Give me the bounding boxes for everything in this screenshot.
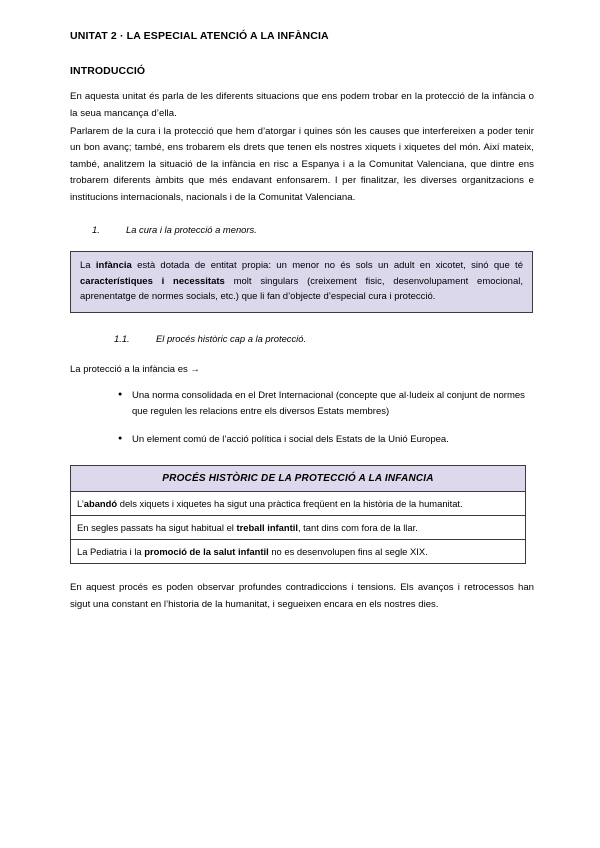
numbered-heading-1-1 — [70, 331, 534, 347]
table-cell — [71, 492, 526, 516]
numbered-heading-1-1-label: El procés històric cap a la protecció. — [156, 332, 307, 344]
callout-text-part-3: molt singulars (creixement fisic, desenvolupament emocional, aprenentatge de normes socials, etc.) que li fan d’objecte d’especial cura i protecció. — [80, 275, 524, 303]
numbered-heading-1-1-number: 1.1. — [114, 332, 130, 344]
closing-paragraph: En aquest procés es poden observar profundes contradiccions i tensions. Els avanços i retrocessos han sigut una constant en l’historia de la humanitat, i segueixen encara en els nostres dies. — [70, 582, 534, 610]
numbered-heading-1-label: La cura i la protecció a menors. — [126, 224, 257, 236]
table-cell — [71, 540, 526, 564]
proces-historic-table — [70, 465, 526, 564]
numbered-heading-1 — [70, 222, 534, 238]
table-cell-post: dels xiquets i xiquetes ha sigut una pràctica freqüent en la història de la humanitat. — [117, 498, 463, 510]
document-title: UNITAT 2 · LA ESPECIAL ATENCIÓ A LA INFÀNCIA — [70, 30, 329, 42]
table-header-cell: PROCÉS HISTÒRIC DE LA PROTECCIÓ A LA INFANCIA — [71, 466, 526, 492]
callout-bold-2: característiques i necessitats — [80, 275, 225, 287]
numbered-heading-1-number: 1. — [92, 224, 100, 236]
table-cell-post: , tant dins com fora de la llar. — [297, 522, 418, 534]
table-cell-post: no es desenvolupen fins al segle XIX. — [268, 546, 428, 558]
callout-bold-1: infància — [95, 260, 132, 272]
section-heading-introduccio: INTRODUCCIÓ — [70, 64, 146, 77]
table-row — [71, 516, 526, 540]
table-cell-bold: abandó — [83, 498, 118, 510]
intro-paragraph-1: En aquesta unitat és parla de les diferents situacions que ens podem trobar en la protecció de la infància o la seua mancança d’ella. — [70, 91, 534, 119]
table-cell-pre: En segles passats ha sigut habitual el — [77, 522, 237, 534]
table-header-row — [71, 466, 526, 492]
table-row — [71, 540, 526, 564]
intro-paragraph-2: Parlarem de la cura i la protecció que hem d’atorgar i quines són les causes que interfereixen a poder tenir un bon avanç; també, ens trobarem els drets que tenen els nostres xiquets i xiquetes del món. Així mateix, també, analitzem la situació de la infància en risc a Espanya i a la Comunitat Valenciana, que dintre ens trobarem diferents àmbits que més endavant enfonsarem. I per finalitzar, les diverses organitzacions e institucions internacionals, nacionals i de la Comunitat Valenciana. — [70, 126, 534, 203]
callout-box-infancia — [70, 251, 533, 313]
list-item: ● Un element comú de l’acció política i social dels Estats de la Unió Europea. — [118, 432, 534, 448]
table-cell-bold: treball infantil — [236, 522, 298, 534]
callout-text — [80, 258, 523, 305]
callout-text-part-2: està dotada de entitat propia: un menor no és sols un adult en xicotet, sinó que té — [131, 260, 523, 272]
lead-line-proteccio: La protecció a la infància es → — [70, 363, 200, 375]
bullet-list — [70, 388, 534, 449]
table-cell-pre: L’ — [77, 498, 84, 510]
table-row — [71, 492, 526, 516]
table-cell-pre: La Pediatria i la — [77, 546, 145, 558]
list-item: ● Una norma consolidada en el Dret Internacional (concepte que al·ludeix al conjunt de normes que regulen les relacions entre els diversos Estats membres) — [118, 388, 534, 420]
callout-text-part-1: La — [80, 260, 96, 272]
table-cell — [71, 516, 526, 540]
table-cell-bold: promoció de la salut infantil — [144, 546, 269, 558]
